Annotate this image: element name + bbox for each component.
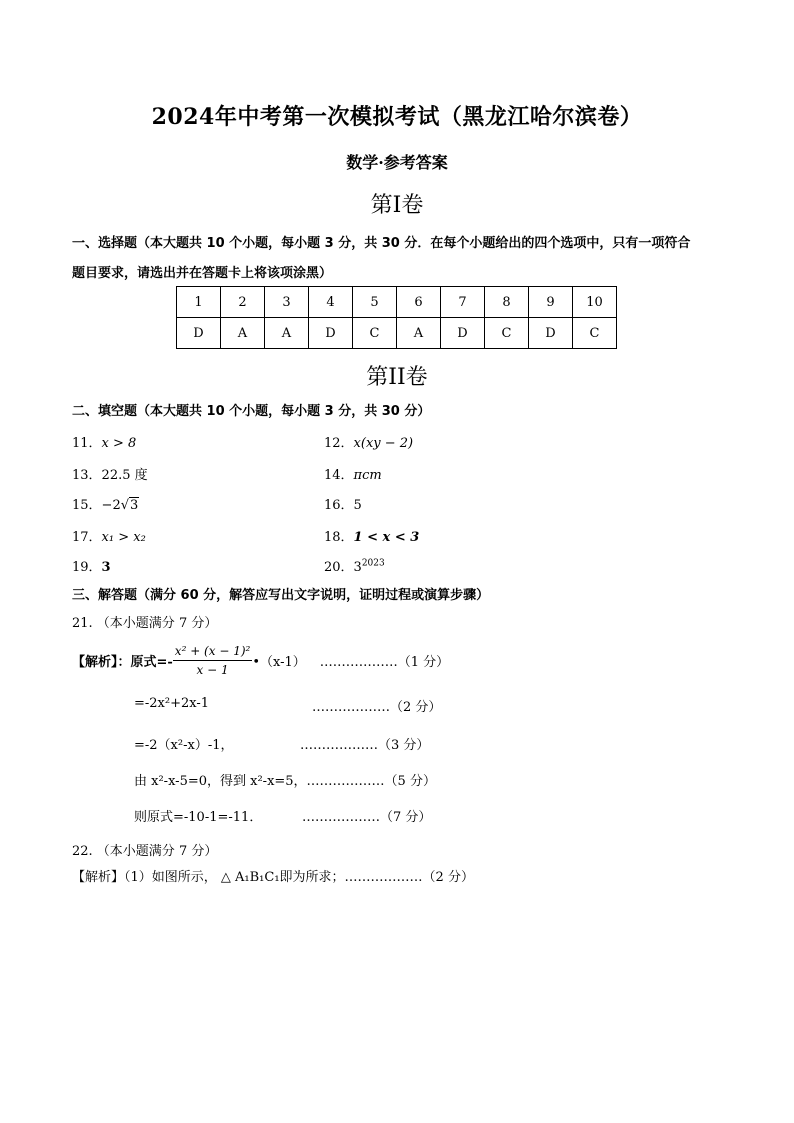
fraction-numerator: x² + (x − 1)² [173, 644, 253, 661]
table-cell: 6 [397, 287, 441, 318]
score-dots: ………………（1 分） [319, 654, 450, 670]
answer-value: 3 [353, 560, 362, 575]
q21-step-4: 由 x²-x-5=0，得到 x²-x=5，………………（5 分） [134, 774, 436, 789]
answer-value: x(xy − 2) [353, 436, 414, 451]
table-cell: 3 [265, 287, 309, 318]
answer-value: x > 8 [101, 436, 137, 451]
table-cell: 7 [441, 287, 485, 318]
table-cell: 10 [573, 287, 617, 318]
q21-step-5-score: ………………（7 分） [302, 810, 432, 825]
answer-table [176, 286, 617, 349]
table-cell: 8 [485, 287, 529, 318]
table-cell: 1 [177, 287, 221, 318]
fraction-denominator: x − 1 [196, 662, 229, 677]
choice-section-title-line2: 题目要求，请选出并在答题卡上将该项涂黑） [72, 266, 333, 281]
q21-step-1 [72, 640, 449, 680]
solution-label: 【解析】：原式=- [72, 654, 173, 670]
q21-step-3-score: ………………（3 分） [300, 738, 430, 753]
expression: =-2（x²-x）-1， [134, 738, 234, 753]
answer-value: 5 [353, 498, 362, 513]
q21-step-2 [134, 696, 209, 711]
table-cell: D [309, 318, 353, 349]
table-cell: D [177, 318, 221, 349]
answer-value: 3 [101, 560, 111, 575]
fill-answer-20 [324, 556, 385, 575]
part1-heading: 第Ⅰ卷 [370, 193, 424, 218]
answer-value: 1 < x < 3 [353, 530, 420, 545]
solve-section-title: 三、解答题（满分 60 分，解答应写出文字说明，证明过程或演算步骤） [72, 588, 490, 603]
question-number: 19． [72, 560, 102, 575]
table-cell: C [573, 318, 617, 349]
fill-answer-14 [324, 464, 382, 483]
fill-answer-11 [72, 432, 136, 451]
table-cell: C [485, 318, 529, 349]
q22-line-1: 【解析】（1）如图所示， △ A₁B₁C₁即为所求；………………（2 分） [72, 870, 474, 885]
answer-value: −2 [101, 498, 121, 513]
fill-answer-17 [72, 526, 146, 545]
table-cell: D [441, 318, 485, 349]
table-cell: 5 [353, 287, 397, 318]
table-cell: D [529, 318, 573, 349]
question-number: 11． [72, 436, 102, 451]
answer-exponent: 2023 [361, 558, 385, 569]
table-cell: A [397, 318, 441, 349]
question-number: 18． [324, 530, 354, 545]
fraction [173, 644, 253, 677]
expression: =-2x²+2x-1 [134, 696, 210, 711]
question-number: 14． [324, 468, 354, 483]
table-cell: C [353, 318, 397, 349]
q22-heading: 22. （本小题满分 7 分） [72, 844, 218, 859]
sqrt-icon: √ [120, 498, 130, 513]
expression: •（x-1） [252, 654, 306, 670]
question-number: 20． [324, 560, 354, 575]
fill-section-title: 二、填空题（本大题共 10 个小题，每小题 3 分，共 30 分） [72, 404, 431, 419]
fill-answer-18 [324, 526, 419, 545]
q21-step-2-score: ………………（2 分） [312, 700, 442, 715]
answer-value: 22.5 度 [101, 468, 148, 483]
table-cell: 2 [221, 287, 265, 318]
table-cell: A [265, 318, 309, 349]
fill-answer-13 [72, 464, 148, 483]
answer-table-answer-row [177, 318, 617, 349]
answer-value: πcm [353, 468, 382, 483]
fill-answer-12 [324, 432, 413, 451]
table-cell: 9 [529, 287, 573, 318]
fill-answer-19 [72, 556, 111, 575]
page-subtitle: 数学·参考答案 [346, 153, 448, 172]
q21-step-3 [134, 734, 234, 753]
answer-value: x₁ > x₂ [101, 530, 146, 545]
radicand: 3 [130, 498, 139, 513]
fill-answer-15 [72, 494, 139, 513]
choice-section-title-line1: 一、选择题（本大题共 10 个小题，每小题 3 分，共 30 分．在每个小题给出的四个选项中，只有一项符合 [72, 236, 691, 251]
question-number: 13． [72, 468, 102, 483]
q21-heading: 21. （本小题满分 7 分） [72, 616, 218, 631]
table-cell: 4 [309, 287, 353, 318]
question-number: 16． [324, 498, 354, 513]
fill-answer-16 [324, 494, 362, 513]
expression: 则原式=-10-1=-11． [134, 810, 263, 825]
table-cell: A [221, 318, 265, 349]
part2-heading: 第II卷 [366, 365, 428, 390]
page-title: 2024年中考第一次模拟考试（黑龙江哈尔滨卷） [151, 104, 643, 130]
answer-table-number-row [177, 287, 617, 318]
question-number: 17． [72, 530, 102, 545]
question-number: 15． [72, 498, 102, 513]
question-number: 12． [324, 436, 354, 451]
q21-step-5 [134, 806, 262, 825]
